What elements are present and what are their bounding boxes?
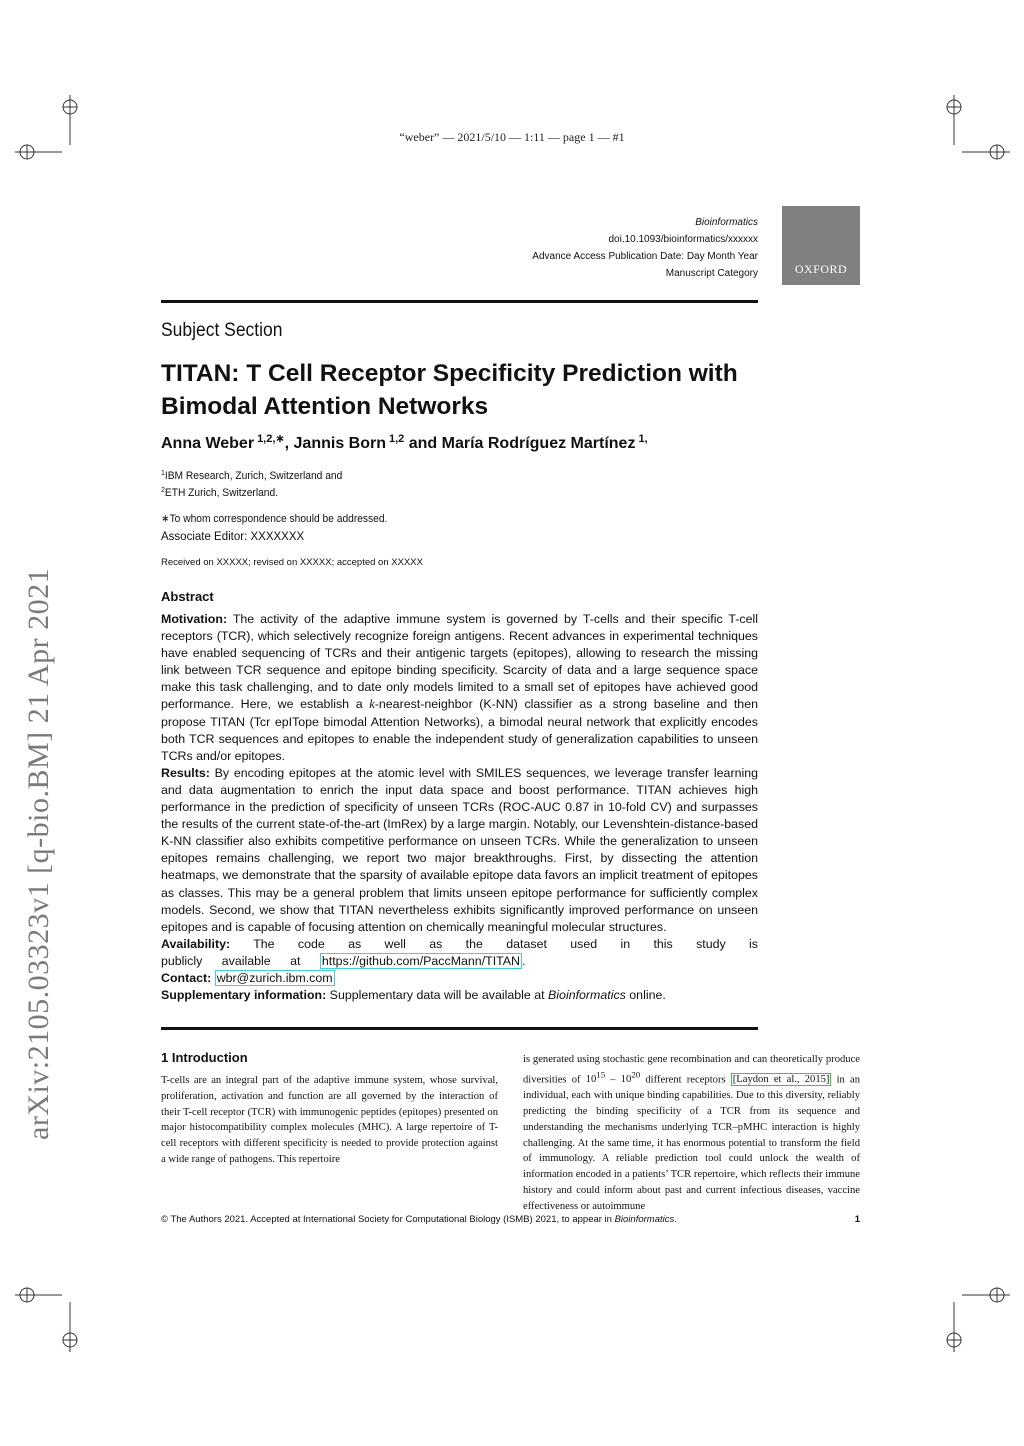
correspondence-note: ∗To whom correspondence should be addressed. (161, 513, 388, 525)
running-header: “weber” — 2021/5/10 — 1:11 — page 1 — #1 (399, 130, 625, 144)
abstract-heading: Abstract (161, 589, 214, 604)
journal-name: Bioinformatics (695, 217, 758, 228)
availability-label: Availability: (161, 936, 231, 951)
supplementary-label: Supplementary information: (161, 988, 327, 1003)
abstract-contact (161, 970, 758, 987)
author-name: and María Rodríguez Martínez (404, 435, 636, 452)
results-text: By encoding epitopes at the atomic level with SMILES sequences, we leverage transfer learning and data augmentation to enrich the input data space and boost performance. TITAN achieves high performance in the prediction of specificity of unseen TCRs (ROC-AUC 0.87 in 10-fold CV) and surpasses the results of the current state-of-the-art (ImRex) by a large margin. Notably, our Levenshtein-distance-based K-NN classifier also exhibits competitive performance on unseen TCRs. While the generalization to unseen epitopes remains challenging, we report two major breakthroughs. First, by dissecting the attention heatmaps, we demonstrate that the sparsity of available epitope data favors an implicit treatment of epitopes as classes. This may be a general problem that limits unseen epitope performance for sufficiently complex models. Second, we show that TITAN nevertheless exhibits significantly improved performance on unseen epitopes and is capable of focusing attention on chemically meaningful molecular structures. (161, 765, 758, 934)
citation-link[interactable]: [Laydon et al., 2015] (732, 1074, 830, 1086)
section-heading-introduction: 1 Introduction (161, 1050, 248, 1065)
motivation-label: Motivation: (161, 612, 228, 626)
affiliation-number: 1 (161, 468, 165, 477)
author-list (161, 432, 648, 453)
subject-section: Subject Section (161, 320, 283, 341)
motivation-text: The activity of the adaptive immune system is governed by T-cells and their specific T-cell receptors (TCR), which selectively recognize foreign antigens. Recent advances in experimental techniques have enabled sequencing of TCRs and their antigenic targets (epitopes), allowing to research the missing link between TCR sequence and epitope binding specificity. Scarcity of data and a large sequence space make this task challenging, and to date only models limited to a small set of epitopes have achieved good performance. Here, we establish a (161, 612, 758, 712)
supplementary-text: Supplementary data will be available at (326, 988, 549, 1003)
github-link[interactable]: https://github.com/PaccMann/TITAN (321, 953, 521, 968)
journal-info (532, 214, 758, 282)
author-affiliation-marker: 1,2,∗ (257, 433, 285, 445)
math-k: k (369, 697, 375, 712)
paper-title: TITAN: T Cell Receptor Specificity Prediction with Bimodal Attention Networks (161, 360, 738, 420)
author-name: , Jannis Born (284, 435, 386, 452)
abstract-motivation (161, 611, 758, 765)
arxiv-identifier: arXiv:2105.03323v1 [q-bio.BM] 21 Apr 2021 (22, 567, 55, 1140)
intro-right-text: in an individual, each with unique binding capabilities. Due to this diversity, reliably predicting the binding specificity of a TCR from its sequence and understanding the mechanisms underlying TCR–pMHC interaction is highly challenging. At the same time, it has enormous potential to transform the field of immunology. A reliable prediction tool could unlock the wealth of information encoded in a patients’ TCR repertoire, which reflects their immune history and could inform about past and current infectious diseases, vaccine effectiveness or autoimmune (523, 1074, 861, 1212)
author-name: Anna Weber (161, 435, 255, 452)
footer-journal: Bioinformatics (614, 1214, 675, 1225)
author-affiliation-marker: 1, (638, 433, 648, 445)
crop-mark-bottom-left (0, 1280, 90, 1360)
crop-mark-bottom-right (934, 1280, 1024, 1360)
abstract-results (161, 765, 758, 936)
oxford-logo-text: OXFORD (794, 262, 848, 276)
copyright-text: © The Authors 2021. Accepted at International Society for Computational Biology (ISMB) 2021, to appear in (161, 1214, 615, 1225)
abstract-rule (161, 1027, 758, 1030)
exponent-power: 20 (631, 1069, 641, 1080)
introduction-right-column (523, 1052, 860, 1215)
availability-text: The code as well as the dataset used in this study is publicly available at (161, 936, 758, 968)
exponent-base: 10 (620, 1074, 632, 1086)
footer-end: . (674, 1214, 677, 1225)
author-affiliation-marker: 1,2 (389, 433, 405, 445)
introduction-left-column: T-cells are an integral part of the adaptive immune system, whose survival, proliferation, activation and function are all governed by the interaction of their T-cell receptor (TCR) with immunogenic peptides (epitopes) presented on major histocompatibility complex molecules (MHC). A large repertoire of T-cell receptors with different specificity is needed to provide protection against a wide range of pathogens. This repertoire (161, 1075, 498, 1165)
exponent-high (620, 1069, 641, 1086)
intro-right-text: is generated using stochastic gene recombination and can theoretically produce diversities of (523, 1054, 860, 1086)
manuscript-category: Manuscript Category (665, 268, 758, 279)
affiliation-text: IBM Research, Zurich, Switzerland and (164, 470, 343, 482)
exponent-power: 15 (596, 1069, 606, 1080)
affiliation-number: 2 (161, 485, 165, 494)
abstract-body (161, 611, 758, 1004)
header-rule (161, 300, 758, 303)
exponent-low (585, 1069, 606, 1086)
page-number: 1 (854, 1214, 860, 1225)
contact-label: Contact: (161, 970, 212, 985)
page-footer (161, 1214, 860, 1225)
affiliation-1 (161, 468, 342, 482)
contact-email-link[interactable]: wbr@zurich.ibm.com (216, 970, 333, 985)
motivation-text-cont: -nearest-neighbor (K-NN) classifier as a strong baseline and then propose TITAN (Tcr epITope bimodal Attention Networks), a bimodal neural network that explicitly encodes both TCR sequences and epitopes to enable the independent study of generalization capabilities to unseen TCRs and/or epitopes. (161, 697, 758, 763)
abstract-supplementary (161, 987, 758, 1004)
availability-end: . (522, 953, 526, 968)
intro-right-text: different receptors (640, 1074, 731, 1086)
oxford-logo (782, 206, 860, 285)
supplementary-journal: Bioinformatics (548, 988, 626, 1003)
advance-access-date: Advance Access Publication Date: Day Month Year (532, 251, 758, 262)
results-label: Results: (161, 765, 210, 780)
associate-editor: Associate Editor: XXXXXXX (161, 531, 305, 543)
received-dates: Received on XXXXX; revised on XXXXX; accepted on XXXXX (161, 557, 423, 568)
affiliation-2 (161, 485, 278, 499)
abstract-availability (161, 936, 758, 970)
journal-doi: doi.10.1093/bioinformatics/xxxxxx (608, 234, 758, 245)
exponent-base: 10 (585, 1074, 597, 1086)
range-dash: – (605, 1074, 621, 1086)
supplementary-end: online. (625, 988, 666, 1003)
affiliation-text: ETH Zurich, Switzerland. (164, 487, 279, 499)
